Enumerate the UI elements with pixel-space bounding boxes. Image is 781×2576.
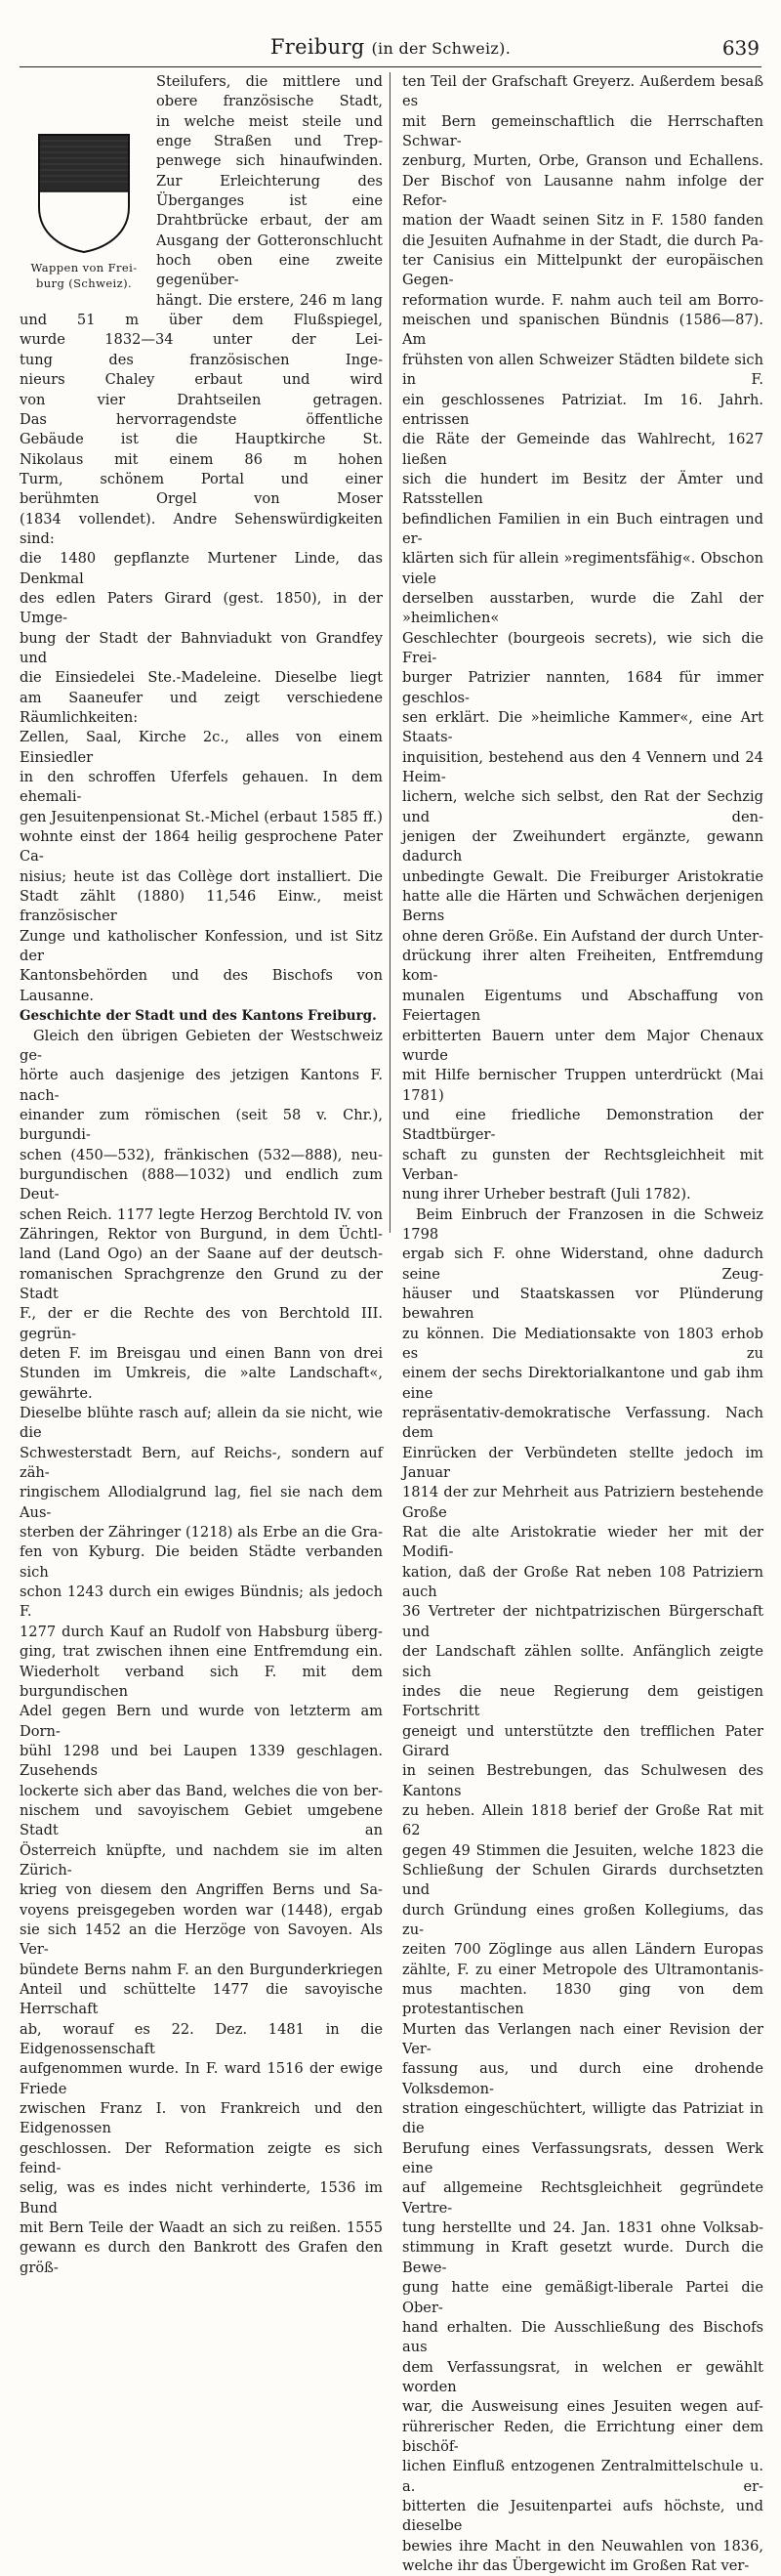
text-line: stimmung in Kraft gesetzt wurde. Durch die Bewe- bbox=[402, 2239, 763, 2276]
text-line: die Einsiedelei Ste.-Madeleine. Dieselbe liegt bbox=[20, 669, 383, 687]
text-line: war, die Ausweisung eines Jesuiten wegen auf- bbox=[402, 2398, 763, 2416]
text-line: lichen Einfluß entzogenen Zentralmittelschule u. a. er- bbox=[402, 2458, 763, 2495]
text-line: Gleich den übrigen Gebieten der Westschweiz ge- bbox=[20, 1027, 383, 1064]
text-line: nisius; heute ist das Collège dort installiert. Die bbox=[20, 867, 383, 885]
text-line: die 1480 gepflanzte Murtener Linde, das Denkmal bbox=[20, 550, 383, 587]
text-line: Adel gegen Bern und wurde von letzterm am Dorn- bbox=[20, 1703, 383, 1740]
running-header bbox=[20, 33, 761, 67]
text-line: lichern, welche sich selbst, den Rat der Sechzig und den- bbox=[402, 788, 763, 825]
text-line: aufgenommen wurde. In F. ward 1516 der ewige Friede bbox=[20, 2060, 383, 2097]
text-line: Zunge und katholischer Konfession, und ist Sitz der bbox=[20, 927, 383, 965]
text-line: indes die neue Regierung dem geistigen Fortschritt bbox=[402, 1682, 763, 1720]
text-line: erbitterten Bauern unter dem Major Chenaux wurde bbox=[402, 1027, 763, 1064]
text-line: Schwesterstadt Bern, auf Reichs-, sondern auf zäh- bbox=[20, 1444, 383, 1482]
text-line: zu können. Die Mediationsakte von 1803 erhob es zu bbox=[402, 1325, 763, 1362]
page-title bbox=[20, 35, 761, 59]
text-line: Geschlechter (bourgeois secrets), wie sich die Frei- bbox=[402, 629, 763, 666]
text-line: selig, was es indes nicht verhinderte, 1536 im Bund bbox=[20, 2179, 383, 2217]
page-number: 639 bbox=[721, 36, 760, 60]
text-line: Stadt zählt (1880) 11,546 Einw., meist französischer bbox=[20, 888, 383, 925]
text-line: einander zum römischen (seit 58 v. Chr.), burgundi- bbox=[20, 1106, 383, 1144]
text-line: ter Canisius ein Mittelpunkt der europäischen Gegen- bbox=[402, 252, 763, 289]
text-line: Beim Einbruch der Franzosen in die Schweiz 1798 bbox=[402, 1205, 763, 1243]
text-line: zu heben. Allein 1818 berief der Große Rat mit 62 bbox=[402, 1801, 763, 1839]
text-line: bewies ihre Macht in den Neuwahlen von 1836, bbox=[402, 2537, 763, 2555]
text-line: mit Hilfe bernischer Truppen unterdrückt (Mai 1781) bbox=[402, 1067, 763, 1104]
right-text-block bbox=[402, 72, 763, 2576]
text-line: ohne deren Größe. Ein Aufstand der durch Unter- bbox=[402, 927, 763, 945]
caption-line: burg (Schweiz). bbox=[35, 276, 133, 290]
text-line: in den schroffen Uferfels gehauen. In dem ehemali- bbox=[20, 769, 383, 806]
text-line: 36 Vertreter der nichtpatrizischen Bürgerschaft und bbox=[402, 1603, 763, 1640]
text-line: stration eingeschüchtert, willigte das Patriziat in die bbox=[402, 2100, 763, 2137]
text-line: deten F. im Breisgau und einen Bann von drei bbox=[20, 1345, 383, 1362]
text-line: unbedingte Gewalt. Die Freiburger Aristokratie bbox=[402, 867, 763, 885]
text-line: wurde 1832—34 unter der Lei- bbox=[20, 331, 383, 349]
text-line: tung des französischen Inge- bbox=[20, 351, 383, 368]
text-line: rührerischer Reden, die Errichtung einer dem bischöf- bbox=[402, 2418, 763, 2455]
text-line: drückung ihrer alten Freiheiten, Entfremdung kom- bbox=[402, 948, 763, 985]
text-line: Stunden im Umkreis, die »alte Landschaft«, gewährte. bbox=[20, 1365, 383, 1402]
text-line: krieg von diesem den Angriffen Berns und Sa- bbox=[20, 1881, 383, 1899]
text-line: Schließung der Schulen Girards durchsetzten und bbox=[402, 1861, 763, 1899]
text-line: geneigt und unterstützte den trefflichen Pater Girard bbox=[402, 1722, 763, 1759]
left-text-block-history bbox=[20, 1027, 383, 2279]
text-line: und 51 m über dem Flußspiegel, bbox=[20, 312, 383, 329]
text-line: die Jesuiten Aufnahme in der Stadt, die durch Pa- bbox=[402, 232, 763, 249]
text-line: Österreich knüpfte, und nachdem sie im alten Zürich- bbox=[20, 1841, 383, 1879]
text-line: hängt. Die erstere, 246 m lang bbox=[156, 291, 383, 309]
text-line: dem Verfassungsrat, in welchen er gewählt worden bbox=[402, 2358, 763, 2395]
text-line: von vier Drahtseilen getragen. bbox=[20, 391, 383, 408]
text-line: hörte auch dasjenige des jetzigen Kantons F. nach- bbox=[20, 1067, 383, 1104]
text-line: Das hervorragendste öffentliche bbox=[20, 410, 383, 428]
text-line: gen Jesuitenpensionat St.-Michel (erbaut 1585 ff.) bbox=[20, 808, 383, 825]
text-line: meischen und spanischen Bündnis (1586—87). Am bbox=[402, 312, 763, 349]
text-line: gewann es durch den Bankrott des Grafen den größ- bbox=[20, 2239, 383, 2276]
text-line: klärten sich für allein »regimentsfähig«. Obschon viele bbox=[402, 550, 763, 587]
text-line: hand erhalten. Die Ausschließung des Bischofs aus bbox=[402, 2318, 763, 2356]
text-line: penwege sich hinaufwinden. Zur Erleichterung des bbox=[156, 152, 383, 190]
title-main: Freiburg bbox=[269, 35, 365, 59]
text-line: Turm, schönem Portal und einer bbox=[20, 470, 383, 487]
text-line: land (Land Ogo) an der Saane auf der deutsch- bbox=[20, 1246, 383, 1263]
text-line: Berufung eines Verfassungsrats, dessen Werk eine bbox=[402, 2139, 763, 2177]
text-line: mit Bern gemeinschaftlich die Herrschaften Schwar- bbox=[402, 112, 763, 150]
text-line: repräsentativ-demokratische Verfassung. Nach dem bbox=[402, 1405, 763, 1442]
text-line: Zellen, Saal, Kirche 2c., alles von einem Einsiedler bbox=[20, 729, 383, 766]
text-line: Murten das Verlangen nach einer Revision der Ver- bbox=[402, 2020, 763, 2058]
text-line: häuser und Staatskassen vor Plünderung bewahren bbox=[402, 1285, 763, 1323]
text-line: nieurs Chaley erbaut und wird bbox=[20, 371, 383, 389]
text-line: Steilufers, die mittlere und obere französische Stadt, bbox=[156, 73, 383, 110]
text-line: F., der er die Rechte des von Berchtold III. gegrün- bbox=[20, 1305, 383, 1342]
text-line: bühl 1298 und bei Laupen 1339 geschlagen. Zusehends bbox=[20, 1742, 383, 1780]
text-line: Kantonsbehörden und des Bischofs von Lausanne. bbox=[20, 967, 383, 1004]
text-line: burgundischen (888—1032) und endlich zum Deut- bbox=[20, 1165, 383, 1204]
text-line: hatte alle die Härten und Schwächen derjenigen Berns bbox=[402, 888, 763, 925]
text-line: Ausgang der Gotteronschlucht bbox=[156, 232, 383, 249]
text-line: sich die hundert im Besitz der Ämter und Ratsstellen bbox=[402, 470, 763, 508]
text-line: zeiten 700 Zöglinge aus allen Ländern Europas bbox=[402, 1941, 763, 1959]
text-line: nung ihrer Urheber bestraft (Juli 1782). bbox=[402, 1186, 691, 1204]
shield-icon bbox=[37, 133, 131, 254]
title-subtitle: (in der Schweiz). bbox=[371, 39, 512, 58]
text-line: tung herstellte und 24. Jan. 1831 ohne Volksab- bbox=[402, 2219, 763, 2237]
text-line: munalen Eigentums und Abschaffung von Feiertagen bbox=[402, 987, 763, 1025]
text-line: gung hatte eine gemäßigt-liberale Partei die Ober- bbox=[402, 2279, 763, 2316]
text-line: in welche meist steile und enge Straßen und Trep- bbox=[156, 112, 383, 150]
text-line: romanischen Sprachgrenze den Grund zu der Stadt bbox=[20, 1265, 383, 1302]
text-line: ten Teil der Grafschaft Greyerz. Außerdem besaß es bbox=[402, 73, 763, 110]
text-line: schaft zu gunsten der Rechtsgleichheit mit Verban- bbox=[402, 1146, 763, 1183]
text-line: schon 1243 durch ein ewiges Bündnis; als jedoch F. bbox=[20, 1584, 383, 1621]
text-line: Zähringen, Rektor von Burgund, in dem Üchtl- bbox=[20, 1225, 383, 1243]
text-line: auf allgemeine Rechtsgleichheit gegründete Vertre- bbox=[402, 2179, 763, 2217]
text-line: Nikolaus mit einem 86 m hohen bbox=[20, 450, 383, 468]
text-line: bitterten die Jesuitenpartei aufs höchste, und dieselbe bbox=[402, 2497, 763, 2535]
text-line: Wiederholt verband sich F. mit dem burgundischen bbox=[20, 1663, 383, 1700]
text-line: ging, trat zwischen ihnen eine Entfremdung ein. bbox=[20, 1643, 383, 1661]
text-line: durch Gründung eines großen Kollegiums, das zu- bbox=[402, 1901, 763, 1938]
caption-line: Wappen von Frei- bbox=[30, 261, 138, 274]
figure-caption bbox=[20, 260, 148, 291]
text-line: 1814 der zur Mehrheit aus Patriziern bestehende Große bbox=[402, 1484, 763, 1521]
text-line: Überganges ist eine Drahtbrücke erbaut, der am bbox=[156, 192, 383, 230]
text-line: wohnte einst der 1864 heilig gesprochene Pater Ca- bbox=[20, 828, 383, 866]
text-line: zenburg, Murten, Orbe, Granson und Echallens. bbox=[402, 152, 763, 170]
text-line: mus machten. 1830 ging von dem protestantischen bbox=[402, 1981, 763, 2018]
text-line: Dieselbe blühte rasch auf; allein da sie nicht, wie die bbox=[20, 1405, 383, 1442]
text-line: reformation wurde. F. nahm auch teil am Borro- bbox=[402, 291, 763, 309]
text-line: schen (450—532), fränkischen (532—888), neu- bbox=[20, 1146, 383, 1163]
text-line: zählte, F. zu einer Metropole des Ultramontanis- bbox=[402, 1961, 763, 1978]
text-line: ergab sich F. ohne Widerstand, ohne dadurch seine Zeug- bbox=[402, 1246, 763, 1283]
text-line: voyens preisgegeben worden war (1448), ergab bbox=[20, 1901, 383, 1919]
text-line: sterben der Zähringer (1218) als Erbe an die Gra- bbox=[20, 1524, 383, 1541]
text-line: Der Bischof von Lausanne nahm infolge der Refor- bbox=[402, 172, 763, 210]
left-column bbox=[20, 72, 383, 2278]
section-heading: Geschichte der Stadt und des Kantons Freiburg. bbox=[20, 1008, 377, 1025]
text-line: befindlichen Familien in ein Buch eintragen und er- bbox=[402, 510, 763, 547]
text-line: sen erklärt. Die »heimliche Kammer«, eine Art Staats- bbox=[402, 709, 763, 746]
text-line: kation, daß der Große Rat neben 108 Patriziern auch bbox=[402, 1563, 763, 1601]
text-line: am Saaneufer und zeigt verschiedene Räumlichkeiten: bbox=[20, 689, 383, 726]
text-line: schen Reich. 1177 legte Herzog Berchtold IV. von bbox=[20, 1205, 383, 1223]
text-line: (1834 vollendet). Andre Sehenswürdigkeiten sind: bbox=[20, 510, 383, 547]
text-line: hoch oben eine zweite gegenüber- bbox=[156, 252, 383, 289]
text-line: inquisition, bestehend aus den 4 Vennern und 24 Heim- bbox=[402, 748, 763, 786]
text-line: der Landschaft zählen sollte. Anfänglich zeigte sich bbox=[402, 1643, 763, 1680]
text-line: frühsten von allen Schweizer Städten bildete sich in F. bbox=[402, 351, 763, 389]
text-line: geschlossen. Der Reformation zeigte es sich feind- bbox=[20, 2139, 383, 2177]
text-line: ringischem Allodialgrund lag, fiel sie nach dem Aus- bbox=[20, 1484, 383, 1521]
text-line: Rat die alte Aristokratie wieder her mit der Modifi- bbox=[402, 1524, 763, 1561]
text-line: gegen 49 Stimmen die Jesuiten, welche 1823 die bbox=[402, 1841, 763, 1859]
text-line: Gebäude ist die Hauptkirche St. bbox=[20, 431, 383, 448]
right-column bbox=[402, 72, 763, 2576]
coat-of-arms-figure bbox=[20, 133, 148, 291]
text-line: einem der sechs Direktorialkantone und gab ihm eine bbox=[402, 1365, 763, 1402]
text-line: des edlen Paters Girard (gest. 1850), in der Umge- bbox=[20, 589, 383, 627]
text-line: die Räte der Gemeinde das Wahlrecht, 1627 ließen bbox=[402, 431, 763, 468]
text-line: Einrücken der Verbündeten stellte jedoch im Januar bbox=[402, 1444, 763, 1482]
text-line: bündete Berns nahm F. an den Burgunderkriegen bbox=[20, 1961, 383, 1978]
text-line: bung der Stadt der Bahnviadukt von Grandfey und bbox=[20, 629, 383, 666]
text-line: jenigen der Zweihundert ergänzte, gewann dadurch bbox=[402, 828, 763, 866]
text-line: derselben ausstarben, wurde die Zahl der »heimlichen« bbox=[402, 589, 763, 627]
text-line: ein geschlossenes Patriziat. Im 16. Jahrh. entrissen bbox=[402, 391, 763, 428]
text-line: berühmten Orgel von Moser bbox=[20, 490, 383, 508]
text-line: in seinen Bestrebungen, das Schulwesen des Kantons bbox=[402, 1762, 763, 1799]
text-line: mit Bern Teile der Waadt an sich zu reißen. 1555 bbox=[20, 2219, 383, 2237]
text-line: welche ihr das Übergewicht im Großen Rat ver- bbox=[402, 2556, 750, 2574]
text-line: ab, worauf es 22. Dez. 1481 in die Eidgenossenschaft bbox=[20, 2020, 383, 2058]
text-line: sie sich 1452 an die Herzöge von Savoyen. Als Ver- bbox=[20, 1921, 383, 1959]
text-line: nischem und savoyischem Gebiet umgebene Stadt an bbox=[20, 1801, 383, 1839]
text-line: burger Patrizier nannten, 1684 für immer geschlos- bbox=[402, 669, 763, 706]
text-line: 1277 durch Kauf an Rudolf von Habsburg überg- bbox=[20, 1623, 383, 1640]
text-line: lockerte sich aber das Band, welches die von ber- bbox=[20, 1782, 383, 1799]
text-line: fen von Kyburg. Die beiden Städte verbanden sich bbox=[20, 1543, 383, 1581]
text-line: und eine friedliche Demonstration der Stadtbürger- bbox=[402, 1106, 763, 1144]
text-line: Anteil und schüttelte 1477 die savoyische Herrschaft bbox=[20, 1981, 383, 2018]
text-line: mation der Waadt seinen Sitz in F. 1580 fanden bbox=[402, 212, 763, 230]
text-line: fassung aus, und durch eine drohende Volksdemon- bbox=[402, 2060, 763, 2097]
text-line: zwischen Franz I. von Frankreich und den Eidgenossen bbox=[20, 2100, 383, 2137]
